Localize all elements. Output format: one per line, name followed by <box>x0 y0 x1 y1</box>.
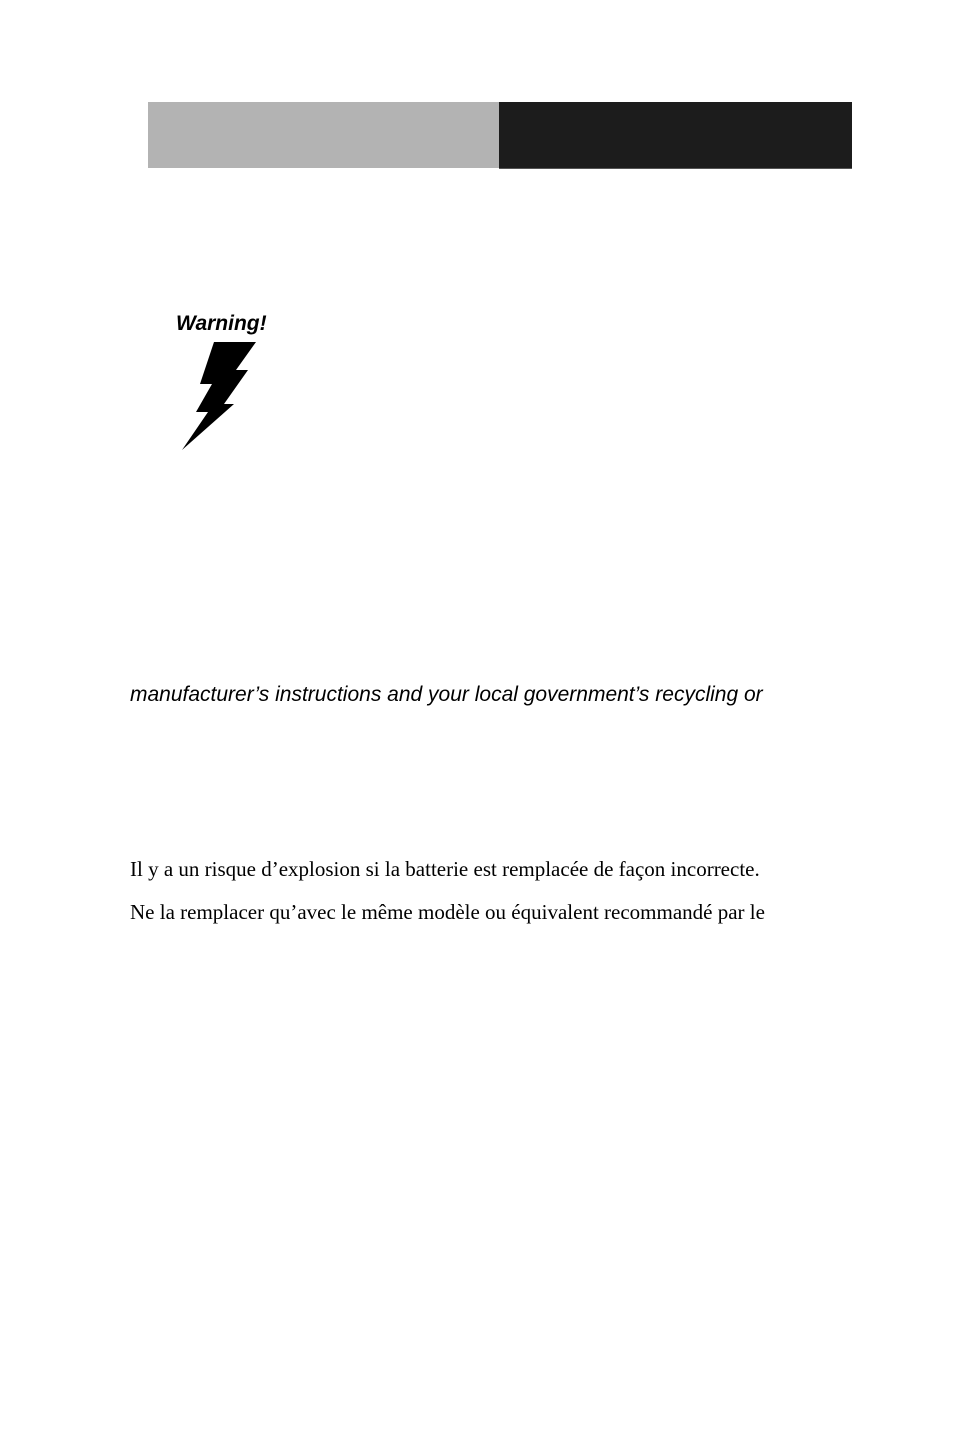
header-bar <box>148 102 852 168</box>
english-text-fragment: manufacturer’s instructions and your local government’s recycling or <box>130 683 763 706</box>
header-bar-right <box>499 102 852 168</box>
lightning-bolt-icon <box>178 342 258 452</box>
warning-figure <box>168 310 288 455</box>
french-warning-line-1: Il y a un risque d’explosion si la batterie est remplacée de façon incorrecte. <box>130 857 760 881</box>
header-bar-left <box>148 102 499 168</box>
warning-label: Warning! <box>176 312 267 335</box>
french-warning-line-2: Ne la remplacer qu’avec le même modèle ou équivalent recommandé par le <box>130 900 765 924</box>
